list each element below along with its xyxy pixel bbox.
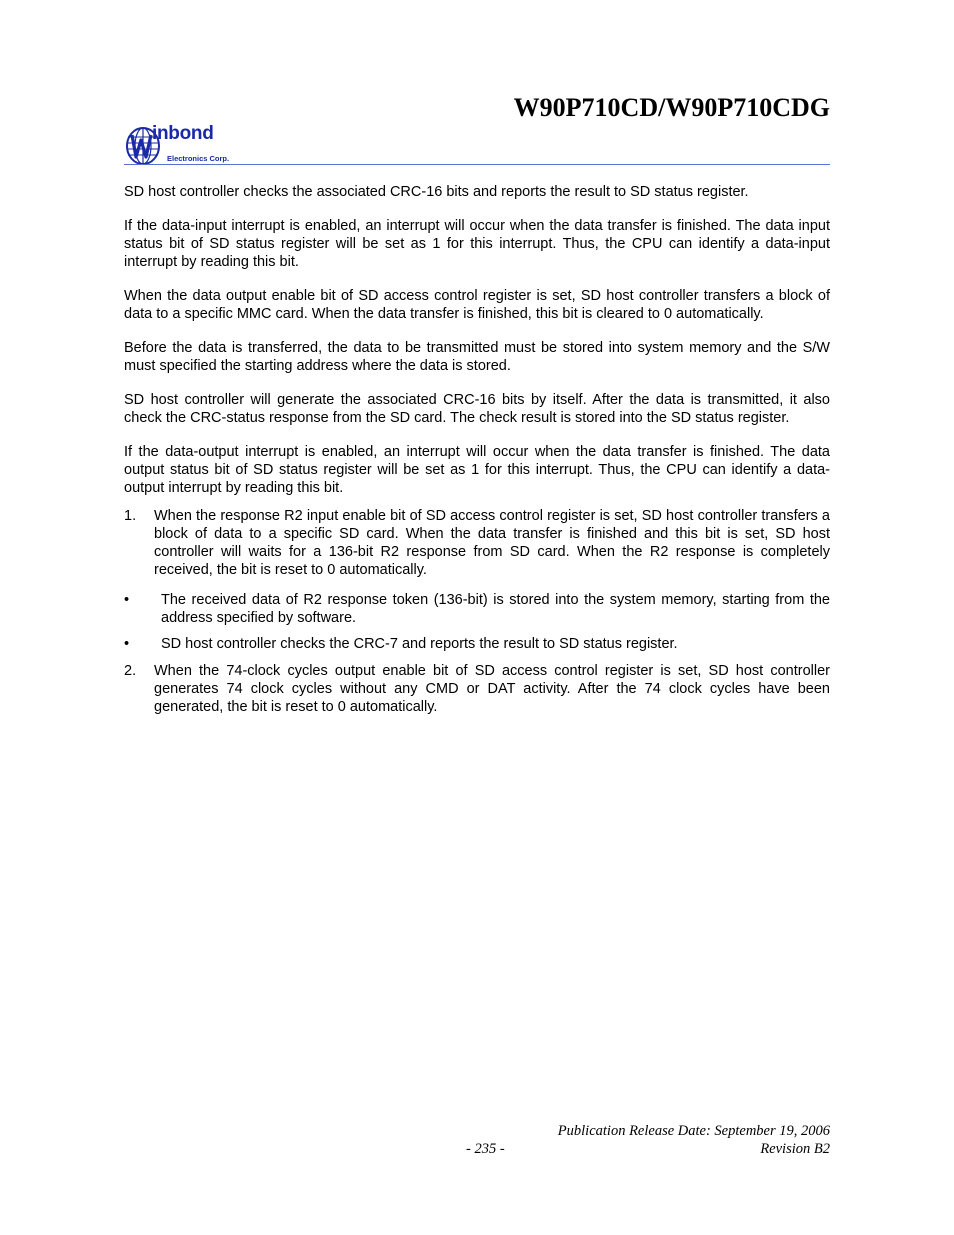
list-item-text: When the response R2 input enable bit of SD access control register is set, SD host controller transfers a block of data to a specific SD card. When the data transfer is finished and this bit is set, SD host controller will waits for a 136-bit R2 response from SD card. When the R2 response is completely received, the bit is reset to 0 automatically.: [154, 508, 830, 578]
list-item-text: The received data of R2 response token (136-bit) is stored into the system memory, starting from the address specified by software.: [161, 592, 830, 626]
paragraph: Before the data is transferred, the data to be transmitted must be stored into system memory and the S/W must specified the starting address where the data is stored.: [124, 340, 830, 374]
document-body: [124, 183, 830, 728]
numbered-list-item: [124, 662, 830, 716]
bullet-icon: •: [124, 592, 130, 608]
revision: Revision B2: [760, 1141, 830, 1157]
bullet-list-item: [124, 591, 830, 627]
document-title: W90P710CD/W90P710CDG: [513, 93, 830, 122]
list-number: 1.: [124, 508, 137, 524]
list-item-text: When the 74-clock cycles output enable bit of SD access control register is set, SD host controller generates 74 clock cycles without any CMD or DAT activity. After the 74 clock cycles have been generated, the bit is reset to 0 automatically.: [154, 663, 830, 715]
paragraph: SD host controller will generate the associated CRC-16 bits by itself. After the data is transmitted, it also check the CRC-status response from the SD card. The check result is stored into the SD status register.: [124, 392, 830, 426]
publication-date: Publication Release Date: September 19, 2006: [557, 1123, 830, 1139]
paragraph: When the data output enable bit of SD access control register is set, SD host controller transfers a block of data to a specific MMC card. When the data transfer is finished, this bit is cleared to 0 automatically.: [124, 288, 830, 322]
list-item-text: SD host controller checks the CRC-7 and reports the result to SD status register.: [161, 636, 678, 652]
numbered-list-item: [124, 507, 830, 579]
list-number: 2.: [124, 663, 137, 679]
page-number: - 235 -: [466, 1141, 505, 1157]
bullet-list-item: [124, 635, 830, 653]
paragraph: SD host controller checks the associated CRC-16 bits and reports the result to SD status register.: [124, 184, 749, 200]
logo-wordmark: inbond: [152, 123, 214, 144]
paragraph: If the data-input interrupt is enabled, an interrupt will occur when the data transfer is finished. The data input status bit of SD status register will be set as 1 for this interrupt. Thus, the CPU can identify a data-input interrupt by reading this bit.: [124, 218, 830, 270]
header-divider: [124, 164, 830, 165]
logo-subtitle: Electronics Corp.: [167, 154, 230, 163]
paragraph: If the data-output interrupt is enabled, an interrupt will occur when the data transfer is finished. The data output status bit of SD status register will be set as 1 for this interrupt. Thus, the CPU can identify a data-output interrupt by reading this bit.: [124, 444, 830, 496]
bullet-icon: •: [124, 636, 130, 652]
winbond-logo: [126, 123, 256, 166]
